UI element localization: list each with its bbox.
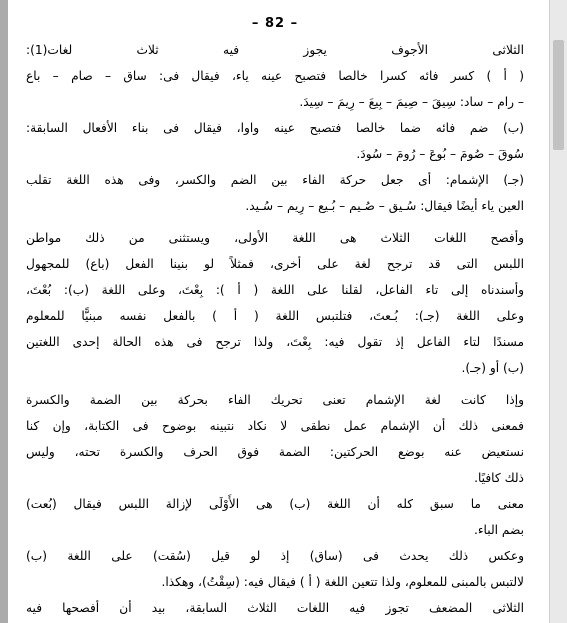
document-page xyxy=(8,0,549,623)
vertical-scrollbar[interactable] xyxy=(549,0,567,623)
scrollbar-thumb[interactable] xyxy=(553,40,564,150)
text-line-3: – رام – ساد: سِيقَ – صِيمَ – بِيعَ – رِيمَ – سِيدَ. xyxy=(299,95,524,109)
text-line-8: وأفصح اللغات الثلاث هى اللغة الأولى، ويستثنى من ذلك مواطن xyxy=(26,231,524,245)
text-line-10: وأسندناه إلى تاء الفاعل، لقلنا على اللغة ( أ ): بِعْتَ، وعلى اللغة (ب): بُعْتَ، xyxy=(26,283,524,297)
text-line-15: فمعنى ذلك أن الإشمام عمل نطقى لا نكاد نتبينه بوضوح فى الكتابة، وإن كنا xyxy=(26,419,524,433)
text-line-13: (ب) أو (جـ). xyxy=(461,361,524,375)
text-line-1: الثلاثى الأجوف يجوز فيه ثلاث لغات(1): xyxy=(26,43,524,57)
text-line-7: العين ياء أيضًا فيقال: سُـيق – صُـيم – بُـيع – رِيم – سُـيد. xyxy=(245,199,524,213)
text-line-17: ذلك كافيًا. xyxy=(474,471,524,485)
page-number: – 82 – xyxy=(251,16,299,31)
text-line-11: وعلى اللغة (جـ): بُـعتَ، فتلتبس اللغة ( أ ) بالفعل نفسه مبنيًّا للمعلوم xyxy=(26,309,524,323)
text-line-16: نستعيض عنه بوضع الحركتين: الضمة فوق الحرف والكسرة تحته، وليس xyxy=(26,445,524,459)
text-line-12: مسندًا لتاء الفاعل إذ تقول فيه: بِعْتَ، ولذا ترجح فى هذه الحالة إحدى اللغتين xyxy=(26,335,524,349)
text-line-18: معنى ما سبق كله أن اللغة (ب) هى الأَوْلَى لإزالة اللبس فيقال (بُعت) xyxy=(26,497,524,511)
text-line-14: وإذا كانت لغة الإشمام تعنى تحريك الفاء بحركة بين الضمة والكسرة xyxy=(26,393,524,407)
text-line-9: اللبس التى قد ترجح لغة على أخرى، فمثلاً لو بنينا الفعل (باع) للمجهول xyxy=(26,257,524,271)
text-line-4: (ب) ضم فائه ضما خالصا فتصبح عينه واوا، فيقال فى بناء الأفعال السابقة: xyxy=(26,121,524,135)
text-line-19: بضم الباء. xyxy=(473,523,524,537)
text-line-20: وعكس ذلك يحدث فى (ساق) إذ لو قيل (سُقت) على اللغة (ب) xyxy=(26,549,524,563)
text-line-22: الثلاثى المضعف تجوز فيه اللغات الثلاث السابقة، بيد أن أفصحها فيه xyxy=(26,601,524,615)
text-line-5: سُوقَ – صُومَ – بُوعَ – رُومَ – سُودَ. xyxy=(356,147,524,161)
text-line-21: لالتبس بالمبنى للمعلوم، ولذا تتعين اللغة ( أ ) فيقال فيه: (سِقْتُ)، وهكذا. xyxy=(161,575,524,589)
text-line-2: ( أ ) كسر فائه كسرا خالصا فتصبح عينه ياء، فيقال فى: ساق – صام – باع xyxy=(26,69,524,83)
text-line-6: (جـ) الإشمام: أى جعل حركة الفاء بين الضم والكسر، وفى هذه اللغة تقلب xyxy=(26,173,524,187)
